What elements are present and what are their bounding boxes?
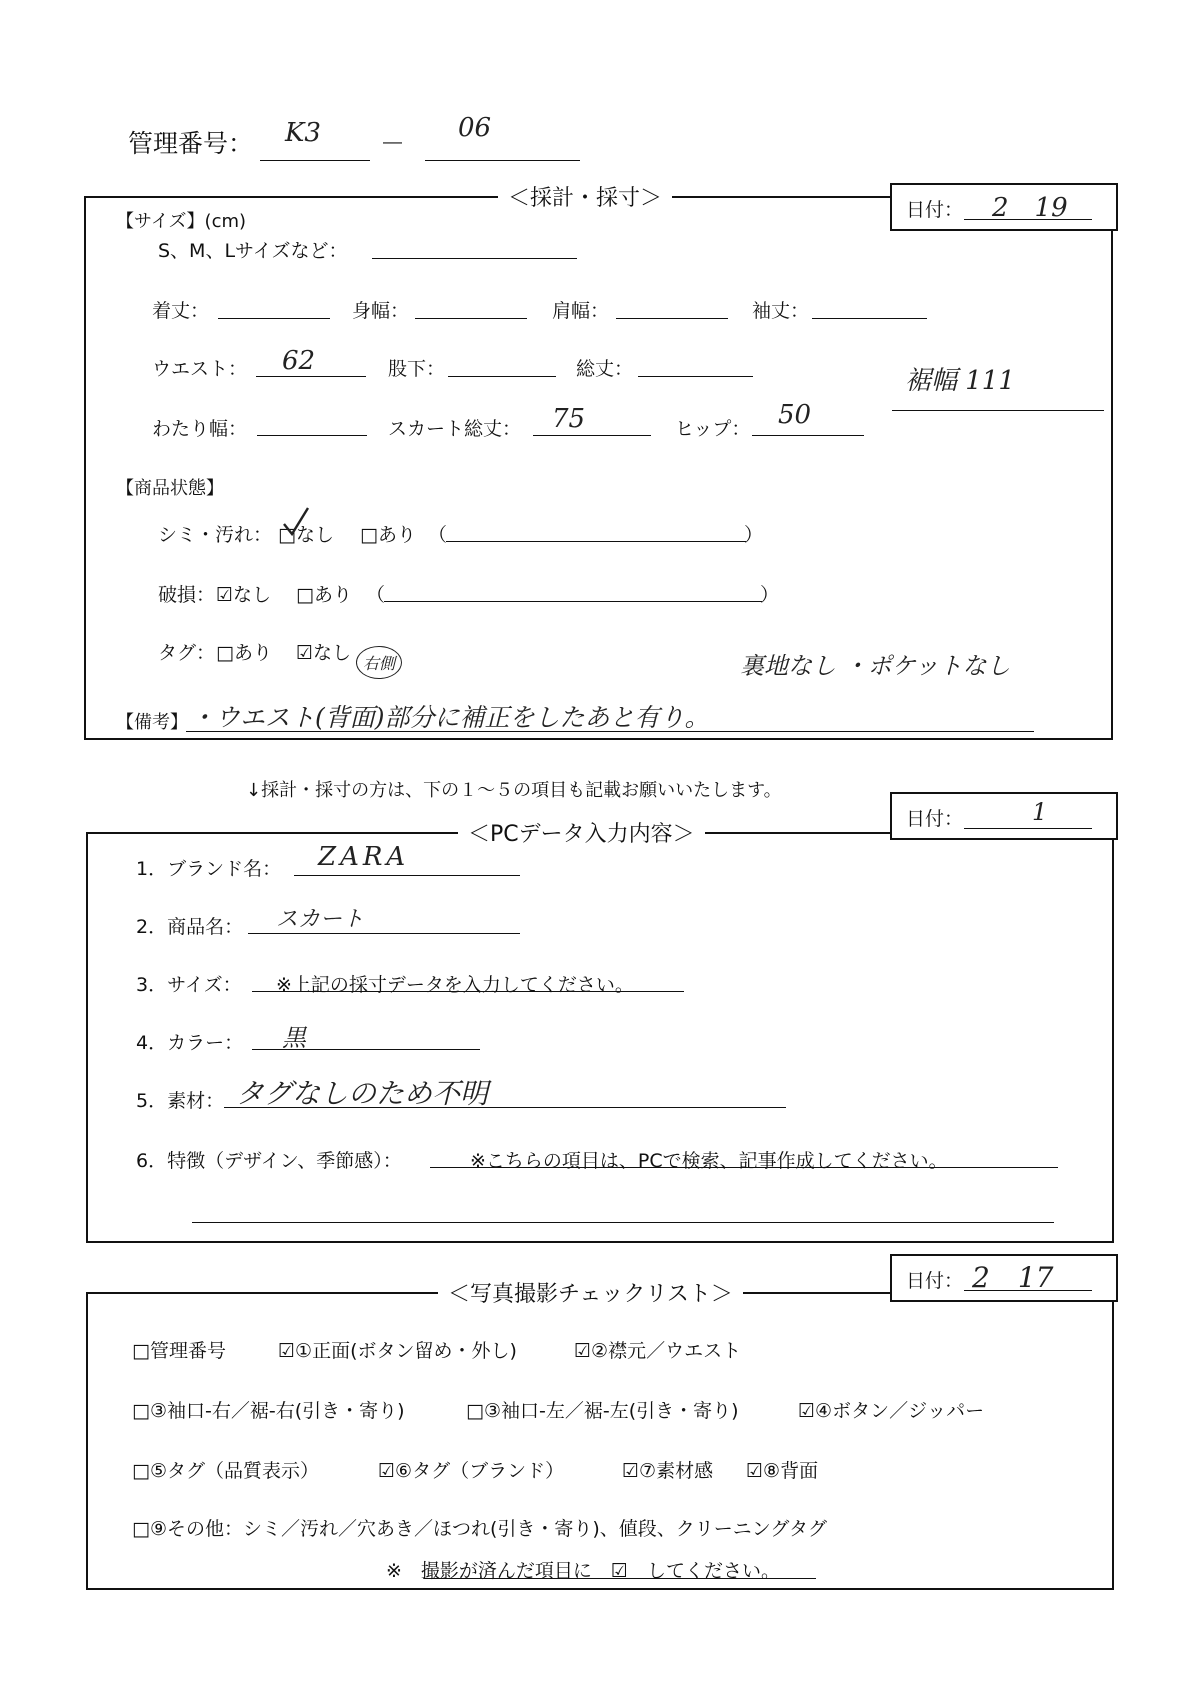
remark-label: 【備考】 [116,712,188,733]
checklist-item-quality-tag[interactable]: □⑤タグ（品質表示） [132,1460,319,1482]
checklist-item-management-number[interactable]: □管理番号 [132,1340,226,1362]
damage-yes-checkbox[interactable]: □あり [296,584,352,606]
soutake-label: 総丈： [576,358,634,380]
checklist-note: ※ 撮影が済んだ項目に ☑ してください。 [386,1560,780,1582]
features-label: 6．特徴（デザイン、季節感）： [136,1150,402,1172]
photo-checklist-title: ＜写真撮影チェックリスト＞ [438,1277,743,1308]
remark-value[interactable]: ・ウエスト(背面)部分に補正をしたあと有り。 [190,703,710,732]
tag-label: タグ： [158,642,216,664]
photo-date-value[interactable]: 2 17 [972,1261,1054,1294]
size-section-heading: 【サイズ】(cm) [116,211,247,232]
hip-value[interactable]: 50 [778,400,812,430]
size-label: 3．サイズ： [136,974,242,996]
hip-label: ヒップ： [675,418,751,440]
date-label: 日付： [906,1270,964,1292]
features-hint: ※こちらの項目は、PCで検索、記事作成してください。 [470,1150,948,1172]
pc-date-box [890,792,1118,840]
sml-size-label: S、M、Lサイズなど： [158,240,348,262]
tag-none-checkbox[interactable]: ☑なし [296,642,352,664]
measurement-date-box [890,183,1118,231]
tag-yes-checkbox[interactable]: □あり [216,642,272,664]
color-value[interactable]: 黒 [282,1024,306,1052]
checklist-item-brand-tag[interactable]: ☑⑥タグ（ブランド） [378,1460,565,1482]
damage-none-checkbox[interactable]: ☑なし [216,584,272,606]
check-mark-icon [280,506,314,540]
checklist-item-cuff-right[interactable]: □③袖口-右／裾-右(引き・寄り) [132,1400,405,1422]
stain-paren-close: ） [744,524,764,546]
sodetake-label: 袖丈： [752,300,810,322]
skirt-length-label: スカート総丈： [388,418,522,440]
brand-label: 1．ブランド名： [136,858,282,880]
damage-paren-open: （ [366,584,386,606]
photo-date-box [890,1254,1118,1302]
kitake-label: 着丈： [152,300,210,322]
checklist-item-front[interactable]: ☑①正面(ボタン留め・外し) [278,1340,517,1362]
checklist-item-back[interactable]: ☑⑧背面 [746,1460,819,1482]
skirt-length-value[interactable]: 75 [552,404,586,434]
product-name-value[interactable]: スカート [276,907,365,932]
watari-label: わたり幅： [152,418,248,440]
date-label: 日付： [906,808,964,830]
waist-label: ウエスト： [152,358,248,380]
stain-none-checkbox[interactable]: □なし [278,524,334,546]
mihaba-label: 身幅： [352,300,410,322]
katahaba-label: 肩幅： [552,300,610,322]
extra-note: 裏地なし ・ポケットなし [740,652,1011,680]
color-label: 4．カラー： [136,1032,244,1054]
damage-label: 破損： [158,584,216,606]
management-number-dash: － [380,129,406,158]
management-number-label: 管理番号： [128,129,254,158]
brand-value[interactable]: ZARA [318,842,410,872]
pc-date-value[interactable]: 1 [1032,798,1048,826]
size-hint: ※上記の採寸データを入力してください。 [276,974,634,996]
checklist-item-material[interactable]: ☑⑦素材感 [622,1460,714,1482]
checklist-item-other[interactable]: □⑨その他：シミ／汚れ／穴あき／ほつれ(引き・寄り)、値段、クリーニングタグ [132,1518,828,1540]
checklist-item-collar-waist[interactable]: ☑②襟元／ウエスト [574,1340,742,1362]
damage-paren-close: ） [760,584,780,606]
material-label: 5．素材： [136,1090,225,1112]
measurement-date-value[interactable]: 2 19 [992,193,1068,223]
stain-label: シミ・汚れ： [158,524,273,546]
product-name-label: 2．商品名： [136,916,244,938]
condition-section-heading: 【商品状態】 [116,478,224,499]
waist-value[interactable]: 62 [282,346,316,376]
checklist-item-button-zipper[interactable]: ☑④ボタン／ジッパー [798,1400,985,1422]
management-number-suffix[interactable]: 06 [458,113,492,143]
stain-paren-open: （ [428,524,448,546]
checklist-item-cuff-left[interactable]: □③袖口-左／裾-左(引き・寄り) [466,1400,739,1422]
management-number-prefix[interactable]: K3 [285,118,321,148]
remark-insert-note: 右側 [356,646,402,679]
material-value[interactable]: タグなしのため不明 [236,1077,489,1110]
measurement-title: ＜採計・採寸＞ [498,181,672,212]
date-label: 日付： [906,199,964,221]
matashita-label: 股下： [388,358,446,380]
stain-yes-checkbox[interactable]: □あり [360,524,416,546]
hem-width-note: 裾幅 111 [905,366,1015,396]
instruction-text: ↓採計・採寸の方は、下の１～５の項目も記載お願いいたします。 [246,780,782,801]
pc-data-title: ＜PCデータ入力内容＞ [458,817,705,848]
